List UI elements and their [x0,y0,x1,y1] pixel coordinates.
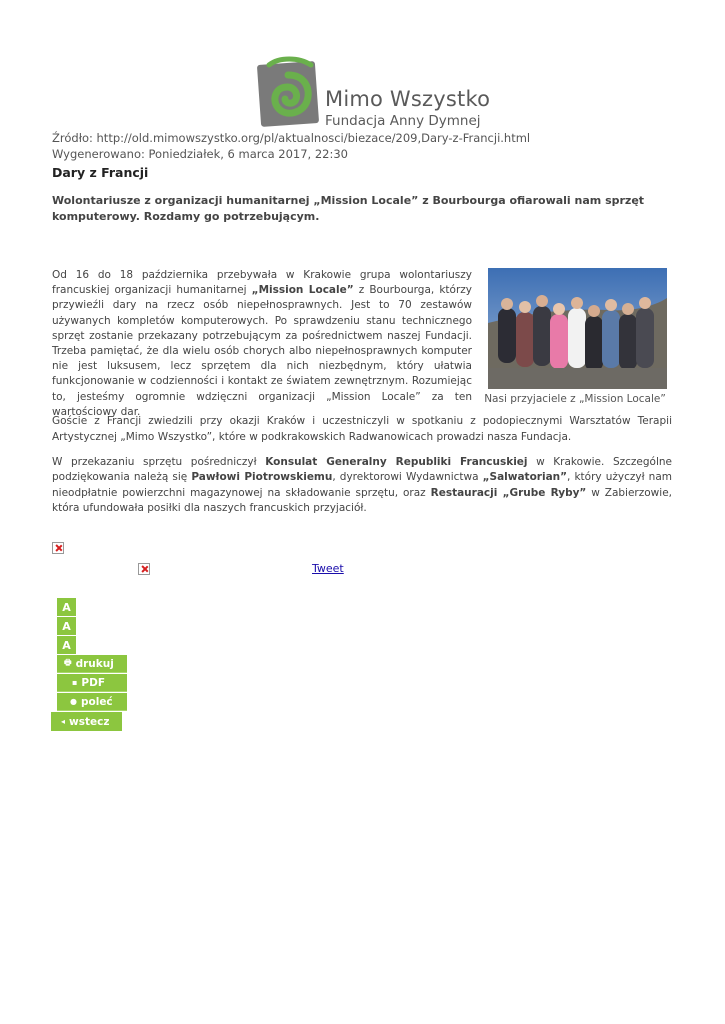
text-span: Od 16 do 18 października przebywała w Krakowie grupa wolontariuszy francuskiej organizacji humanitarnej [52,269,472,297]
photo-caption: Nasi przyjaciele z „Mission Locale” [484,393,666,405]
article-paragraph-3 [52,455,672,516]
article-paragraph-2: Goście z Francji zwiedzili przy okazji Kraków i uczestniczyli w spotkaniu z podopiecznymi Warsztatów Terapii Artystycznej „Mimo Wszystko”, które w podkrakowskich Radwanowicach prowadzi nasza Fundacja. [52,415,672,443]
text-span: W przekazaniu sprzętu pośredniczył [52,456,266,468]
bold-consulate: Konsulat Generalny Republiki Francuskiej [265,456,528,468]
generated-date: Wygenerowano: Poniedziałek, 6 marca 2017, 22:30 [52,147,348,161]
group-photo-image [488,268,667,389]
article-lead: Wolontariusze z organizacji humanitarnej „Mission Locale” z Bourbourga ofiarowali nam sprzęt komputerowy. Rozdamy go potrzebującym. [52,194,645,223]
logo-name: Mimo Wszystko [325,87,491,111]
article-paragraph-1 [52,268,472,420]
bold-organization-name: „Mission Locale” [251,284,354,297]
text-span: w Zabierzowie, która ufundowała posiłki dla naszych francuskich przyjaciół. [52,486,672,514]
broken-image-icon [138,563,150,575]
print-label: drukuj [75,657,114,670]
bold-person: Pawłowi Piotrowskiemu [191,471,333,484]
text-span: w Krakowie. Szczególne podziękowania należą się [52,456,672,484]
bold-restaurant: Restauracji „Grube Ryby” [430,486,587,499]
pdf-icon: ▪ [72,678,78,687]
foundation-logo [255,55,491,133]
text-span: , który użyczył nam nieodpłatnie powierzchni magazynowej na składowanie sprzętu, oraz [52,471,672,499]
text-span: , dyrektorowi Wydawnictwa [332,471,483,484]
pdf-label: PDF [81,676,106,689]
article-title: Dary z Francji [52,165,149,180]
source-url: Źródło: http://old.mimowszystko.org/pl/aktualnosci/biezace/209,Dary-z-Francji.html [52,131,531,145]
font-size-small-button[interactable]: A [57,598,76,616]
person-icon: ● [70,697,77,706]
back-label: wstecz [69,715,110,728]
pdf-button[interactable] [57,674,127,692]
recommend-button[interactable] [57,693,127,711]
text-span: z Bourbourga, którzy przywieźli dary na rzecz osób niepełnosprawnych. Jest to 70 zestawów używanych kompletów komputerowych. Po sprawdzeniu stanu technicznego sprzęt zostanie przekazany potrzebującym za pośrednictwem naszej Fundacji. Trzeba pamiętać, że dla wielu osób chorych albo niepełnosprawnych komputer nie jest luksusem, lecz sprzętem dla nich niezbędnym, który ułatwia funkcjonowanie w codzienności i kontakt ze światem zewnętrznym. Rozumiejąc to, jesteśmy ogromnie wdzięczni organizacji „Mission Locale” za ten wartościowy dar. [52,284,472,418]
recommend-label: poleć [80,695,113,708]
font-size-large-button[interactable]: A [57,636,76,654]
bold-publisher: „Salwatorian” [482,471,568,484]
print-button[interactable] [57,655,127,673]
broken-image-icon [52,542,64,554]
group-photo [488,268,667,389]
font-size-medium-button[interactable]: A [57,617,76,635]
tweet-link[interactable]: Tweet [312,562,344,575]
arrow-left-icon: ◂ [61,717,66,726]
logo-subtitle: Fundacja Anny Dymnej [325,113,481,129]
printer-icon: 🖶 [64,657,72,667]
back-button[interactable] [51,712,122,731]
spiral-logo-icon [255,55,325,133]
